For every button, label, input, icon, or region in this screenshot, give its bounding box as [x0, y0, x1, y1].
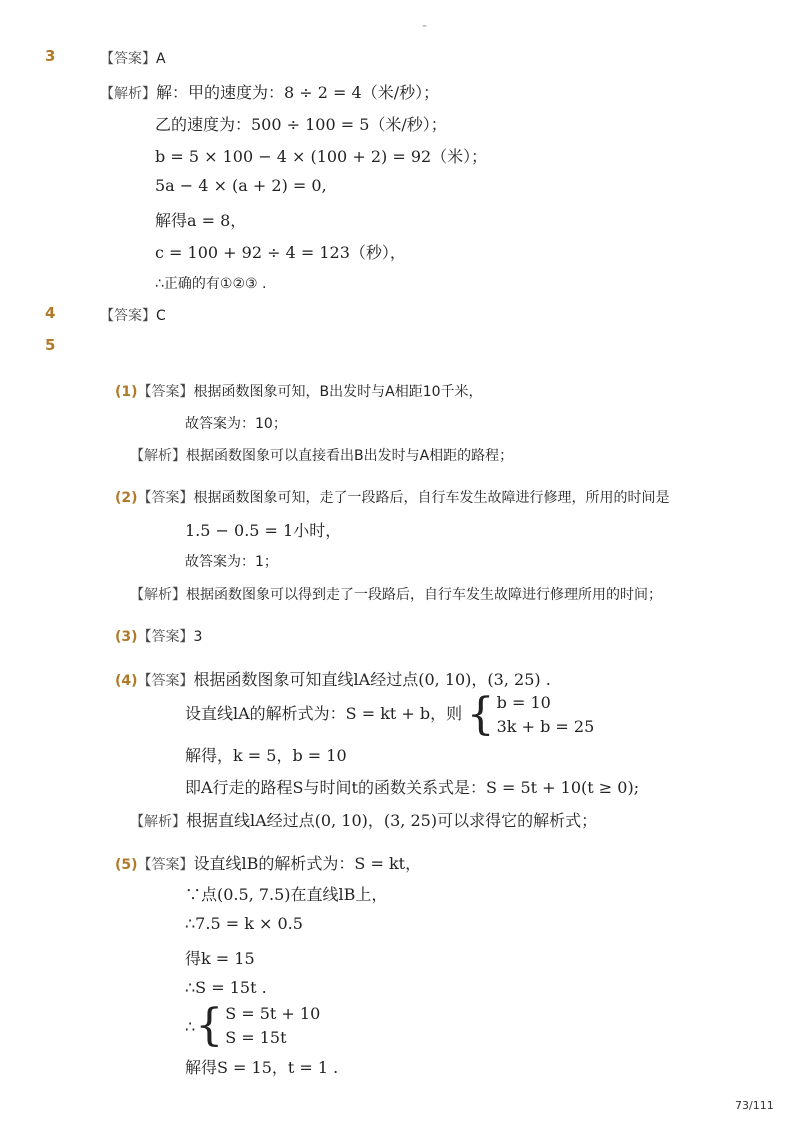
answer-value: A	[156, 51, 166, 67]
analysis-text: 根据直线lA经过点(0, 10)，(3, 25)可以求得它的解析式；	[186, 811, 598, 830]
q3-line-6: ∴正确的有①②③ .	[155, 276, 267, 292]
answer-tag: 【答案】	[137, 629, 194, 645]
question-number-3: 3	[45, 47, 56, 65]
brace-icon: {	[466, 689, 495, 740]
q3-line-1: 乙的速度为：500 ÷ 100 = 5（米/秒）；	[155, 115, 447, 134]
analysis-text: 解：甲的速度为：8 ÷ 2 = 4（米/秒）；	[156, 83, 440, 102]
setup-text: 设直线lA的解析式为：S = kt + b，则	[185, 704, 463, 723]
q5-part-2-analysis	[130, 584, 662, 604]
q5-part-2-line-1: 1.5 − 0.5 = 1小时，	[185, 521, 342, 540]
q4-answer	[100, 305, 166, 325]
q5-part-4-answer	[115, 667, 551, 690]
part-number: (5)	[115, 857, 138, 873]
question-number-5: 5	[45, 336, 56, 354]
equation-2: 3k + b = 25	[496, 717, 595, 736]
answer-tag: 【答案】	[137, 490, 194, 506]
equation-2: S = 15t	[225, 1028, 287, 1047]
q5-part-1-line-1: 故答案为：10；	[185, 416, 287, 432]
answer-tag: 【答案】	[137, 384, 194, 400]
analysis-tag: 【解析】	[130, 814, 186, 830]
q5-part-4-line-4: 即A行走的路程S与时间t的函数关系式是：S = 5t + 10(t ≥ 0);	[185, 778, 640, 797]
answer-text: 根据函数图象可知，B出发时与A相距10千米，	[193, 384, 483, 400]
analysis-tag: 【解析】	[100, 86, 156, 102]
answer-tag: 【答案】	[137, 857, 194, 873]
equation-1: b = 10	[496, 693, 551, 712]
q5-part-5-system	[185, 1002, 320, 1050]
q5-part-5-line-3: 得k = 15	[185, 949, 255, 968]
q5-part-2-answer	[115, 487, 670, 507]
part-number: (1)	[115, 384, 138, 400]
equation-1: S = 5t + 10	[225, 1004, 321, 1023]
q5-part-5-last: 解得S = 15，t = 1 .	[185, 1058, 339, 1077]
brace-icon: {	[195, 1000, 224, 1051]
answer-tag: 【答案】	[100, 308, 156, 324]
q3-line-4: 解得a = 8，	[155, 211, 247, 230]
therefore-symbol: ∴	[185, 1016, 196, 1036]
q3-line-2: b = 5 × 100 − 4 × (100 + 2) = 92（米）；	[155, 147, 488, 166]
q5-part-5-line-1: ∵点(0.5, 7.5)在直线lB上，	[185, 885, 388, 904]
q5-part-5-answer	[115, 851, 421, 874]
analysis-text: 根据函数图象可以得到走了一段路后，自行车发生故障进行修理所用的时间；	[186, 587, 662, 603]
answer-text: 根据函数图象可知直线lA经过点(0, 10)，(3, 25) .	[193, 670, 551, 689]
q5-part-3-answer	[115, 626, 202, 646]
answer-text: 设直线lB的解析式为：S = kt，	[193, 854, 422, 873]
question-number-4: 4	[45, 304, 56, 322]
analysis-text: 根据函数图象可以直接看出B出发时与A相距的路程；	[186, 448, 514, 464]
answer-text: 3	[193, 629, 203, 645]
equation-system	[185, 1002, 320, 1050]
answer-value: C	[156, 308, 166, 324]
q5-part-4-line-2	[185, 691, 594, 739]
q3-analysis-line-0	[100, 80, 439, 103]
q5-part-1-analysis	[130, 445, 513, 465]
q5-part-4-line-3: 解得，k = 5，b = 10	[185, 746, 347, 765]
q3-line-3: 5a − 4 × (a + 2) = 0,	[155, 176, 327, 195]
q5-part-5-line-4: ∴S = 15t .	[185, 978, 267, 997]
q5-part-1-answer	[115, 381, 483, 401]
q5-part-2-line-2: 故答案为：1；	[185, 554, 278, 570]
page-number: 73/111	[735, 1099, 774, 1112]
part-number: (2)	[115, 490, 138, 506]
equation-system	[467, 691, 595, 739]
q5-part-5-line-2: ∴7.5 = k × 0.5	[185, 914, 303, 933]
analysis-tag: 【解析】	[130, 587, 186, 603]
answer-tag: 【答案】	[137, 673, 194, 689]
part-number: (4)	[115, 673, 138, 689]
answer-tag: 【答案】	[100, 51, 156, 67]
answer-text: 根据函数图象可知，走了一段路后，自行车发生故障进行修理，所用的时间是	[193, 490, 670, 506]
part-number: (3)	[115, 629, 138, 645]
analysis-tag: 【解析】	[130, 448, 186, 464]
q3-answer	[100, 48, 166, 68]
q5-part-4-analysis	[130, 808, 597, 831]
q3-line-5: c = 100 + 92 ÷ 4 = 123（秒），	[155, 243, 406, 262]
header-mark: -	[422, 18, 428, 34]
